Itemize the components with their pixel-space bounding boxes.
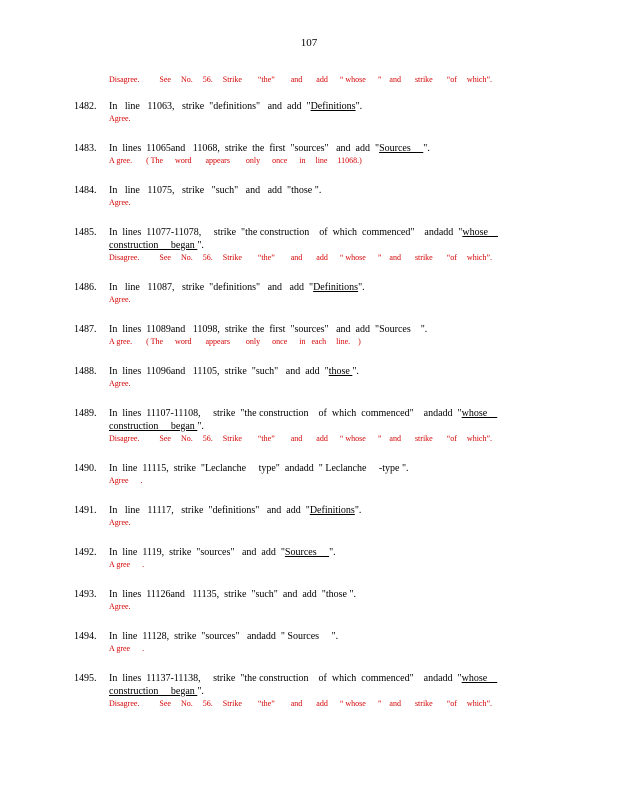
item-response: Disagree. See No. 56. Strike “the” and add “ whose ” and strike “of which”.	[109, 253, 493, 262]
item-response: Disagree. See No. 56. Strike “the” and add “ whose ” and strike “of which”.	[109, 699, 493, 708]
item-number: 1492.	[74, 547, 97, 558]
item-instruction: In line 11075, strike "such" and add "those ".	[109, 185, 322, 196]
item-response: A gree. ( The word appears only once in line 11068.)	[109, 156, 362, 165]
list-item	[74, 226, 544, 263]
underlined-text: Definitions	[309, 505, 355, 516]
item-instruction: In lines 11137-11138, strike "the construction of which commenced" andadd "whose	[109, 673, 498, 684]
item-number: 1491.	[74, 505, 97, 516]
item-response: Disagree. See No. 56. Strike “the” and add “ whose ” and strike “of which”.	[109, 434, 493, 443]
item-number: 1486.	[74, 282, 97, 293]
list-item	[74, 546, 544, 570]
underlined-text: those	[328, 366, 353, 377]
item-response: Agree.	[109, 198, 131, 207]
item-number: 1490.	[74, 463, 97, 474]
item-instruction: In lines 11096and 11105, strike "such" and add "those ".	[109, 366, 359, 377]
underlined-text: whose	[462, 227, 498, 238]
item-instruction: In line 11117, strike "definitions" and add "Definitions".	[109, 505, 362, 516]
item-instruction: In line 1119, strike "sources" and add "Sources ".	[109, 547, 336, 558]
item-number: 1495.	[74, 673, 97, 684]
item-number: 1483.	[74, 143, 97, 154]
underlined-text: whose	[461, 408, 498, 419]
item-instruction: In lines 11089and 11098, strike the first "sources" and add "Sources ".	[109, 324, 428, 335]
list-item	[74, 588, 544, 612]
item-number: 1487.	[74, 324, 97, 335]
list-item	[74, 142, 544, 166]
underlined-text: construction began	[109, 421, 198, 432]
item-instruction: In lines 11126and 11135, strike "such" and add "those ".	[109, 589, 357, 600]
top-note	[74, 74, 544, 85]
list-item	[74, 407, 544, 444]
item-response: Agree.	[109, 518, 131, 527]
item-number: 1489.	[74, 408, 97, 419]
item-instruction: construction began ".	[109, 240, 204, 251]
item-number: 1488.	[74, 366, 97, 377]
item-number: 1494.	[74, 631, 97, 642]
item-response: Agree.	[109, 379, 131, 388]
item-instruction: construction began ".	[109, 686, 204, 697]
item-response: A gree .	[109, 644, 145, 653]
item-number: 1484.	[74, 185, 97, 196]
item-instruction: In line 11128, strike "sources" andadd " Sources ".	[109, 631, 339, 642]
item-response: Agree.	[109, 114, 131, 123]
list-item	[74, 462, 544, 486]
item-instruction: In lines 11107-11108, strike "the construction of which commenced" andadd "whose	[109, 408, 498, 419]
list-item	[74, 281, 544, 305]
item-instruction: In lines 11077-11078, strike "the construction of which commenced" andadd "whose	[109, 227, 498, 238]
list-item	[74, 365, 544, 389]
underlined-text: whose	[461, 673, 498, 684]
item-instruction: In line 11063, strike "definitions" and add "Definitions".	[109, 101, 363, 112]
underlined-text: Definitions	[310, 101, 356, 112]
item-instruction: In lines 11065and 11068, strike the first "sources" and add "Sources ".	[109, 143, 430, 154]
list-item	[74, 184, 544, 208]
item-number: 1482.	[74, 101, 97, 112]
item-instruction: In line 11115, strike "Leclanche type" andadd " Leclanche -type ".	[109, 463, 409, 474]
item-response: A gree. ( The word appears only once in each line. )	[109, 337, 361, 346]
underlined-text: Sources	[379, 143, 424, 154]
item-response: Agree .	[109, 476, 143, 485]
item-response: A gree .	[109, 560, 145, 569]
list-item	[74, 100, 544, 124]
item-instruction: construction began ".	[109, 421, 204, 432]
underlined-text: construction began	[109, 686, 198, 697]
list-item	[74, 672, 544, 709]
item-number: 1493.	[74, 589, 97, 600]
underlined-text: Definitions	[313, 282, 359, 293]
list-item	[74, 504, 544, 528]
page-number: 107	[300, 37, 318, 49]
list-item	[74, 323, 544, 347]
item-response: Agree.	[109, 295, 131, 304]
item-instruction: In line 11087, strike "definitions" and add "Definitions".	[109, 282, 365, 293]
item-response: Agree.	[109, 602, 131, 611]
underlined-text: construction began	[109, 240, 198, 251]
item-number: 1485.	[74, 227, 97, 238]
list-item	[74, 630, 544, 654]
top-note-response: Disagree. See No. 56. Strike “the” and add “ whose ” and strike “of which”.	[109, 75, 493, 84]
underlined-text: Sources	[284, 547, 330, 558]
